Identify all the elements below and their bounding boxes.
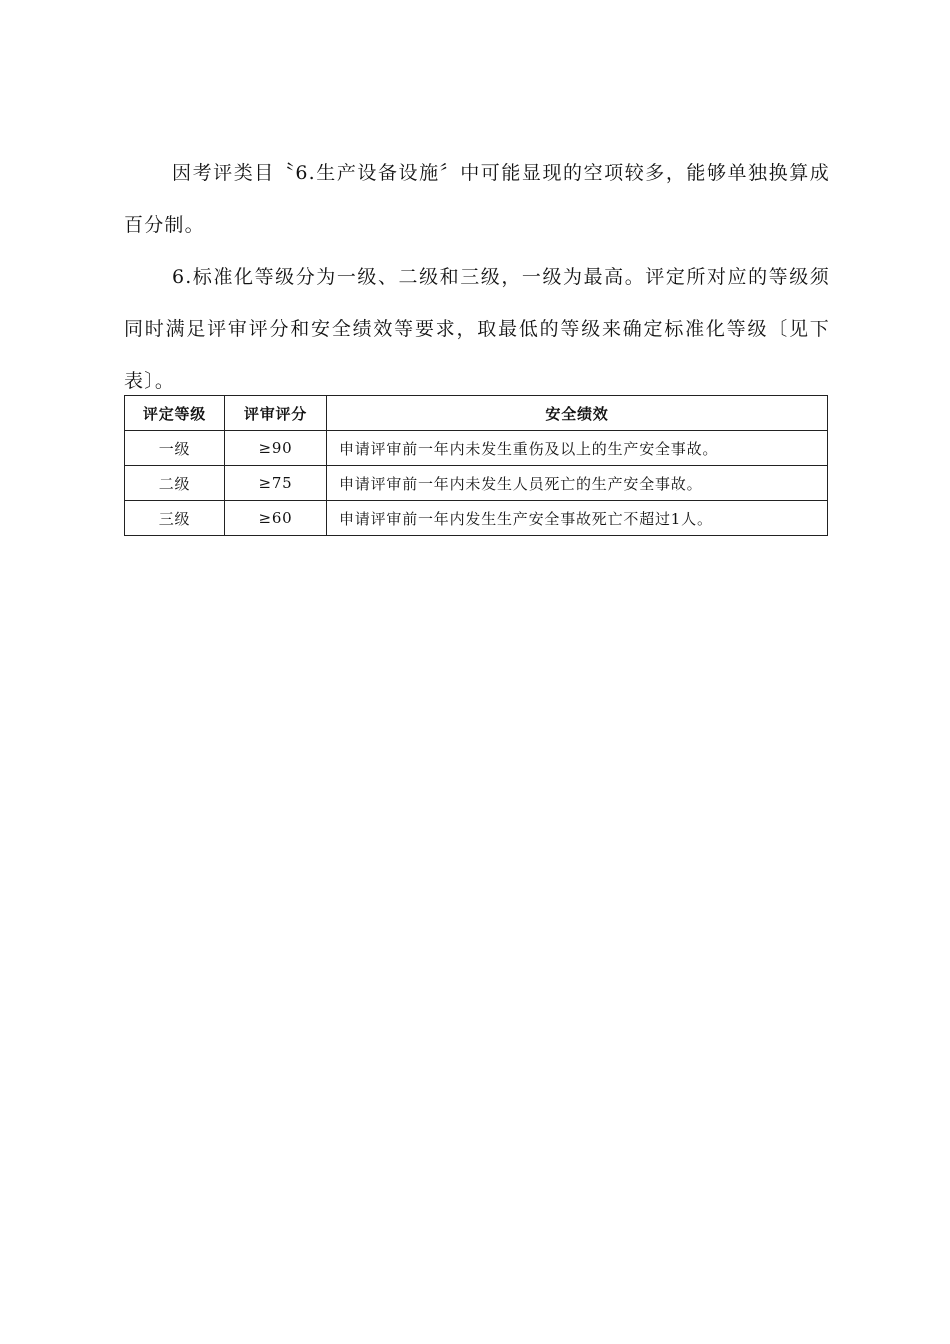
cell-grade: 三级 bbox=[125, 501, 225, 536]
cell-performance: 申请评审前一年内发生生产安全事故死亡不超过1人。 bbox=[327, 501, 828, 536]
cell-grade: 一级 bbox=[125, 431, 225, 466]
table-header-row bbox=[125, 396, 828, 431]
header-score: 评审评分 bbox=[225, 396, 327, 431]
cell-performance: 申请评审前一年内未发生人员死亡的生产安全事故。 bbox=[327, 466, 828, 501]
table-row bbox=[125, 501, 828, 536]
table-row bbox=[125, 431, 828, 466]
grade-table bbox=[124, 395, 828, 536]
cell-score: ≥60 bbox=[225, 501, 327, 536]
header-performance: 安全绩效 bbox=[327, 396, 828, 431]
cell-grade: 二级 bbox=[125, 466, 225, 501]
paragraph-grade-rules: 6.标准化等级分为一级、二级和三级，一级为最高。评定所对应的等级须同时满足评审评分和安全绩效等要求，取最低的等级来确定标准化等级〔见下表〕。 bbox=[124, 266, 830, 392]
cell-score: ≥90 bbox=[225, 431, 327, 466]
cell-performance: 申请评审前一年内未发生重伤及以上的生产安全事故。 bbox=[327, 431, 828, 466]
cell-score: ≥75 bbox=[225, 466, 327, 501]
table-row bbox=[125, 466, 828, 501]
paragraph-block-2 bbox=[124, 251, 830, 407]
paragraph-block-1 bbox=[124, 147, 830, 251]
header-grade: 评定等级 bbox=[125, 396, 225, 431]
paragraph-scoring-note: 因考评类目〝6.生产设备设施〞中可能显现的空项较多，能够单独换算成百分制。 bbox=[124, 162, 830, 236]
